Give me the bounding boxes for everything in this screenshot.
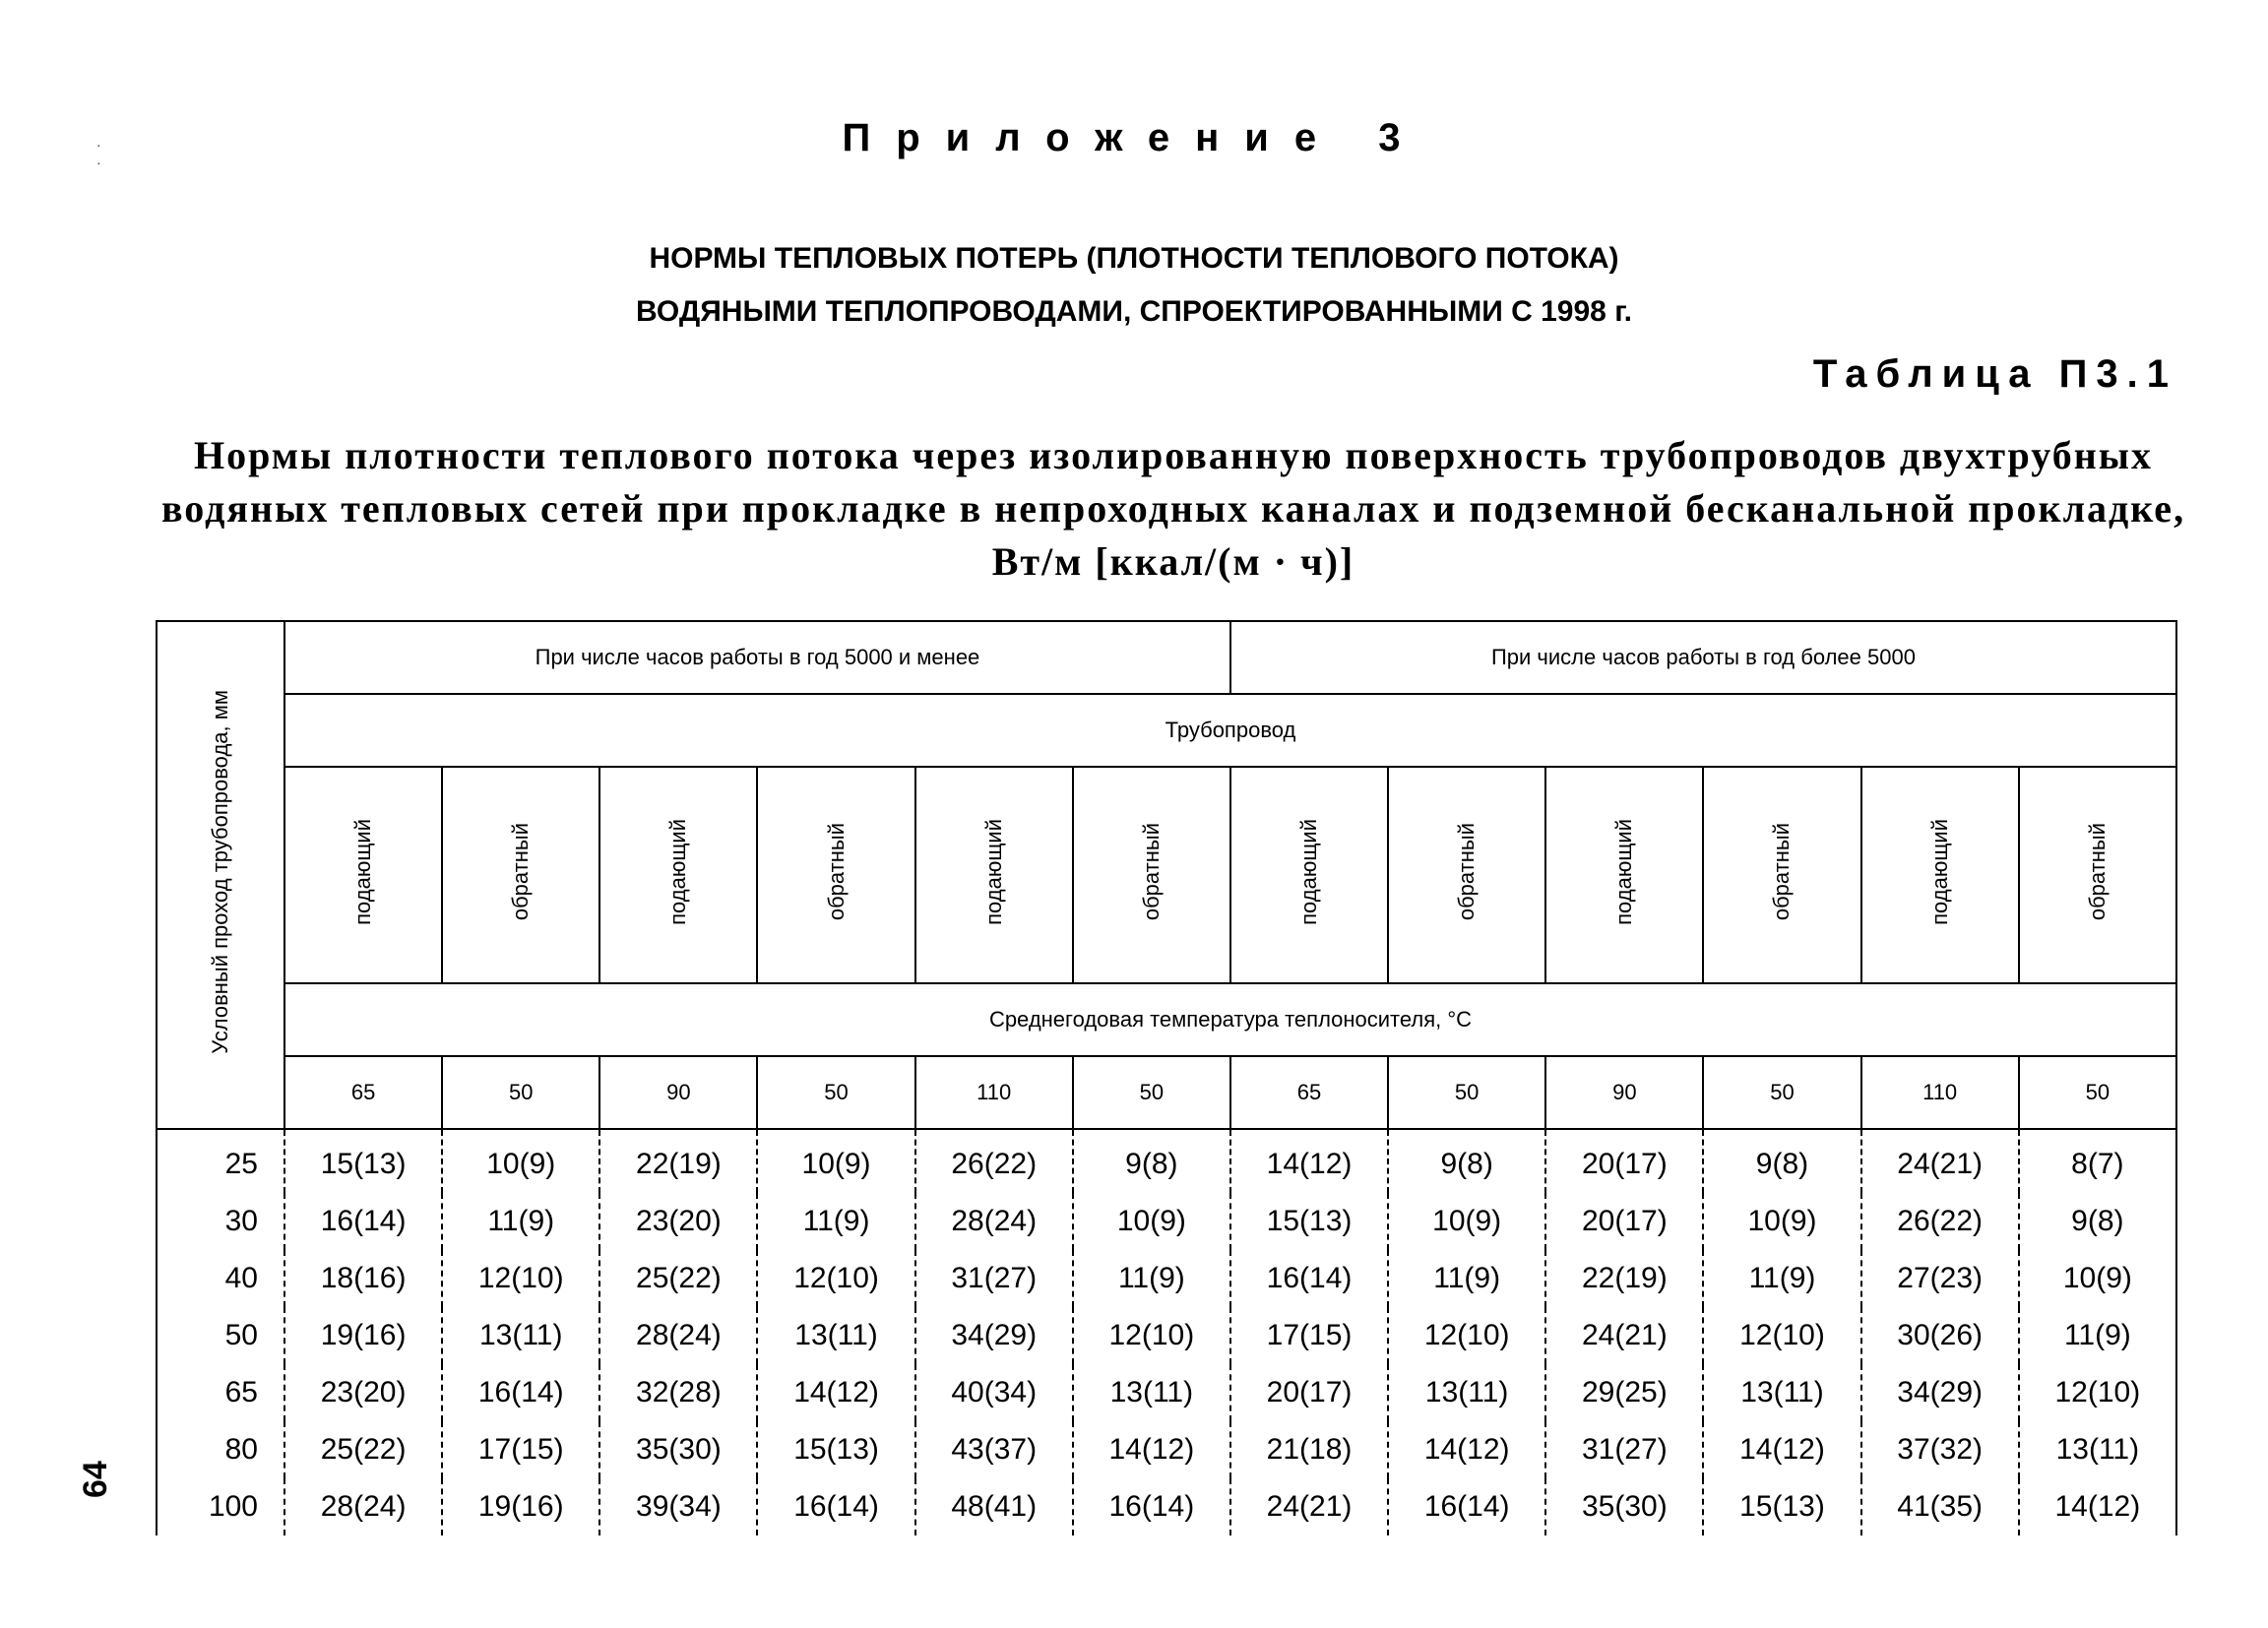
heat-flux-cell: 11(9) xyxy=(2019,1307,2176,1364)
heat-flux-cell: 28(24) xyxy=(284,1478,442,1535)
table-row xyxy=(157,1307,2176,1364)
heat-flux-cell: 41(35) xyxy=(1861,1478,2019,1535)
pipe-type-label: обратный xyxy=(1138,823,1164,921)
pipe-type-label: подающий xyxy=(1926,819,1952,925)
pipe-type-label: подающий xyxy=(665,819,691,925)
heat-flux-cell: 20(17) xyxy=(1545,1193,1703,1250)
heat-flux-cell: 15(13) xyxy=(284,1129,442,1193)
nominal-diameter-cell: 65 xyxy=(157,1364,284,1421)
pipe-type-header xyxy=(1388,767,1545,983)
temperature-value: 50 xyxy=(1703,1056,1860,1129)
heat-flux-cell: 12(10) xyxy=(757,1250,914,1307)
heat-flux-cell: 28(24) xyxy=(599,1307,757,1364)
pipe-type-label: обратный xyxy=(1769,823,1795,921)
pipe-type-label: подающий xyxy=(1611,819,1637,925)
table-row xyxy=(157,1364,2176,1421)
table-row xyxy=(157,1478,2176,1535)
heat-flux-cell: 18(16) xyxy=(284,1250,442,1307)
pipe-type-header xyxy=(1545,767,1703,983)
temperature-value: 50 xyxy=(1388,1056,1545,1129)
heat-flux-cell: 9(8) xyxy=(1388,1129,1545,1193)
temperature-value: 65 xyxy=(1230,1056,1388,1129)
temperature-value: 90 xyxy=(1545,1056,1703,1129)
heat-flux-cell: 39(34) xyxy=(599,1478,757,1535)
group-header-gt-5000: При числе часов работы в год более 5000 xyxy=(1230,621,2176,694)
heat-flux-cell: 15(13) xyxy=(1703,1478,1860,1535)
heat-flux-cell: 16(14) xyxy=(284,1193,442,1250)
heat-flux-cell: 34(29) xyxy=(1861,1364,2019,1421)
heat-flux-cell: 11(9) xyxy=(1703,1250,1860,1307)
heat-flux-cell: 14(12) xyxy=(1230,1129,1388,1193)
heat-flux-cell: 14(12) xyxy=(757,1364,914,1421)
heat-flux-cell: 19(16) xyxy=(284,1307,442,1364)
nominal-diameter-cell: 80 xyxy=(157,1421,284,1478)
heat-flux-cell: 35(30) xyxy=(1545,1478,1703,1535)
heat-flux-cell: 23(20) xyxy=(599,1193,757,1250)
heat-flux-cell: 28(24) xyxy=(915,1193,1073,1250)
heat-flux-cell: 21(18) xyxy=(1230,1421,1388,1478)
pipe-type-header xyxy=(442,767,599,983)
heat-flux-cell: 14(12) xyxy=(1388,1421,1545,1478)
heat-flux-cell: 13(11) xyxy=(1703,1364,1860,1421)
heat-flux-cell: 16(14) xyxy=(757,1478,914,1535)
heat-flux-cell: 29(25) xyxy=(1545,1364,1703,1421)
temperature-value: 50 xyxy=(1073,1056,1230,1129)
temperature-header: Среднегодовая температура теплоносителя, °С xyxy=(284,983,2176,1056)
heat-flux-cell: 43(37) xyxy=(915,1421,1073,1478)
heat-flux-cell: 22(19) xyxy=(1545,1250,1703,1307)
pipe-type-header xyxy=(599,767,757,983)
table-id: Таблица П3.1 xyxy=(1812,352,2177,396)
temperature-value: 65 xyxy=(284,1056,442,1129)
heat-flux-cell: 26(22) xyxy=(1861,1193,2019,1250)
heat-flux-cell: 12(10) xyxy=(442,1250,599,1307)
margin-mark: · · xyxy=(96,137,101,170)
heat-flux-cell: 13(11) xyxy=(1073,1364,1230,1421)
heat-flux-cell: 25(22) xyxy=(599,1250,757,1307)
heat-flux-cell: 37(32) xyxy=(1861,1421,2019,1478)
nominal-diameter-cell: 40 xyxy=(157,1250,284,1307)
heat-flux-cell: 48(41) xyxy=(915,1478,1073,1535)
heat-flux-cell: 34(29) xyxy=(915,1307,1073,1364)
pipeline-header: Трубопровод xyxy=(284,694,2176,767)
heat-flux-cell: 8(7) xyxy=(2019,1129,2176,1193)
heat-flux-cell: 13(11) xyxy=(1388,1364,1545,1421)
temperature-value: 50 xyxy=(2019,1056,2176,1129)
heat-flux-cell: 15(13) xyxy=(757,1421,914,1478)
heat-flux-cell: 24(21) xyxy=(1861,1129,2019,1193)
heat-flux-cell: 16(14) xyxy=(1230,1250,1388,1307)
heat-flux-cell: 25(22) xyxy=(284,1421,442,1478)
pipe-type-label: подающий xyxy=(1296,819,1322,925)
heat-flux-cell: 31(27) xyxy=(1545,1421,1703,1478)
heat-flux-cell: 24(21) xyxy=(1230,1478,1388,1535)
heat-flux-cell: 19(16) xyxy=(442,1478,599,1535)
heat-flux-cell: 9(8) xyxy=(1073,1129,1230,1193)
group-header-le-5000: При числе часов работы в год 5000 и менее xyxy=(284,621,1230,694)
table-caption: Нормы плотности теплового потока через изолированную поверхность трубопроводов двухтрубных водяных тепловых сетей при прокладке в непроходных каналах и подземной бесканальной прокладке, Вт/м [ккал/(м · ч)] xyxy=(160,433,2186,584)
heat-flux-cell: 10(9) xyxy=(757,1129,914,1193)
table-row xyxy=(157,1129,2176,1193)
temperature-value: 110 xyxy=(1861,1056,2019,1129)
heat-flux-cell: 40(34) xyxy=(915,1364,1073,1421)
pipe-type-label: обратный xyxy=(508,823,534,921)
heat-flux-cell: 11(9) xyxy=(757,1193,914,1250)
heat-flux-cell: 31(27) xyxy=(915,1250,1073,1307)
pipe-type-label: обратный xyxy=(823,823,849,921)
heat-flux-cell: 11(9) xyxy=(442,1193,599,1250)
pipe-type-header xyxy=(1703,767,1860,983)
nominal-diameter-cell: 25 xyxy=(157,1129,284,1193)
pipe-type-label: подающий xyxy=(980,819,1006,925)
heat-flux-cell: 14(12) xyxy=(1073,1421,1230,1478)
heat-flux-cell: 9(8) xyxy=(2019,1193,2176,1250)
heat-flux-cell: 13(11) xyxy=(2019,1421,2176,1478)
pipe-type-header xyxy=(1073,767,1230,983)
heat-flux-cell: 32(28) xyxy=(599,1364,757,1421)
heading-line-1: НОРМЫ ТЕПЛОВЫХ ПОТЕРЬ (ПЛОТНОСТИ ТЕПЛОВОГО ПОТОКА) xyxy=(649,242,1619,275)
pipe-type-header xyxy=(2019,767,2176,983)
heat-flux-cell: 16(14) xyxy=(442,1364,599,1421)
temperature-value: 50 xyxy=(757,1056,914,1129)
heat-flux-cell: 14(12) xyxy=(2019,1478,2176,1535)
heat-flux-cell: 35(30) xyxy=(599,1421,757,1478)
pipe-type-header xyxy=(1861,767,2019,983)
nominal-diameter-cell: 100 xyxy=(157,1478,284,1535)
page-number: 64 xyxy=(77,1461,114,1498)
table-row xyxy=(157,1250,2176,1307)
heat-flux-cell: 12(10) xyxy=(1388,1307,1545,1364)
table-row xyxy=(157,1421,2176,1478)
stub-header-text: Условный проход трубопровода, мм xyxy=(208,690,232,1054)
heat-flux-cell: 11(9) xyxy=(1073,1250,1230,1307)
heat-flux-cell: 12(10) xyxy=(1073,1307,1230,1364)
heat-flux-cell: 20(17) xyxy=(1545,1129,1703,1193)
pipe-type-label: обратный xyxy=(2084,823,2110,921)
heat-flux-cell: 12(10) xyxy=(2019,1364,2176,1421)
heat-flux-cell: 10(9) xyxy=(2019,1250,2176,1307)
heat-flux-cell: 17(15) xyxy=(1230,1307,1388,1364)
heat-flux-cell: 10(9) xyxy=(442,1129,599,1193)
heat-flux-cell: 10(9) xyxy=(1388,1193,1545,1250)
heat-flux-cell: 20(17) xyxy=(1230,1364,1388,1421)
pipe-type-header xyxy=(1230,767,1388,983)
heat-flux-cell: 15(13) xyxy=(1230,1193,1388,1250)
heat-flux-cell: 26(22) xyxy=(915,1129,1073,1193)
appendix-title: Приложение 3 xyxy=(842,116,1426,159)
heat-flux-cell: 10(9) xyxy=(1073,1193,1230,1250)
heat-flux-cell: 22(19) xyxy=(599,1129,757,1193)
temperature-value: 50 xyxy=(442,1056,599,1129)
heat-flux-cell: 10(9) xyxy=(1703,1193,1860,1250)
pipe-type-label: обратный xyxy=(1454,823,1480,921)
pipe-type-header xyxy=(284,767,442,983)
heat-flux-cell: 27(23) xyxy=(1861,1250,2019,1307)
heat-flux-cell: 13(11) xyxy=(442,1307,599,1364)
nominal-diameter-cell: 50 xyxy=(157,1307,284,1364)
heat-flux-cell: 23(20) xyxy=(284,1364,442,1421)
heat-flux-cell: 30(26) xyxy=(1861,1307,2019,1364)
pipe-type-header xyxy=(915,767,1073,983)
heat-loss-table xyxy=(156,620,2177,1535)
stub-header xyxy=(157,621,284,1129)
heat-flux-cell: 11(9) xyxy=(1388,1250,1545,1307)
table-row xyxy=(157,1193,2176,1250)
temperature-value: 90 xyxy=(599,1056,757,1129)
heat-flux-cell: 9(8) xyxy=(1703,1129,1860,1193)
heat-flux-cell: 16(14) xyxy=(1388,1478,1545,1535)
heat-flux-cell: 16(14) xyxy=(1073,1478,1230,1535)
heading-line-2: ВОДЯНЫМИ ТЕПЛОПРОВОДАМИ, СПРОЕКТИРОВАННЫМИ С 1998 г. xyxy=(635,295,1633,328)
heat-flux-cell: 14(12) xyxy=(1703,1421,1860,1478)
heat-flux-cell: 12(10) xyxy=(1703,1307,1860,1364)
temperature-value: 110 xyxy=(915,1056,1073,1129)
heat-flux-cell: 17(15) xyxy=(442,1421,599,1478)
heat-flux-cell: 13(11) xyxy=(757,1307,914,1364)
pipe-type-header xyxy=(757,767,914,983)
nominal-diameter-cell: 30 xyxy=(157,1193,284,1250)
pipe-type-label: подающий xyxy=(350,819,376,925)
heat-flux-cell: 24(21) xyxy=(1545,1307,1703,1364)
